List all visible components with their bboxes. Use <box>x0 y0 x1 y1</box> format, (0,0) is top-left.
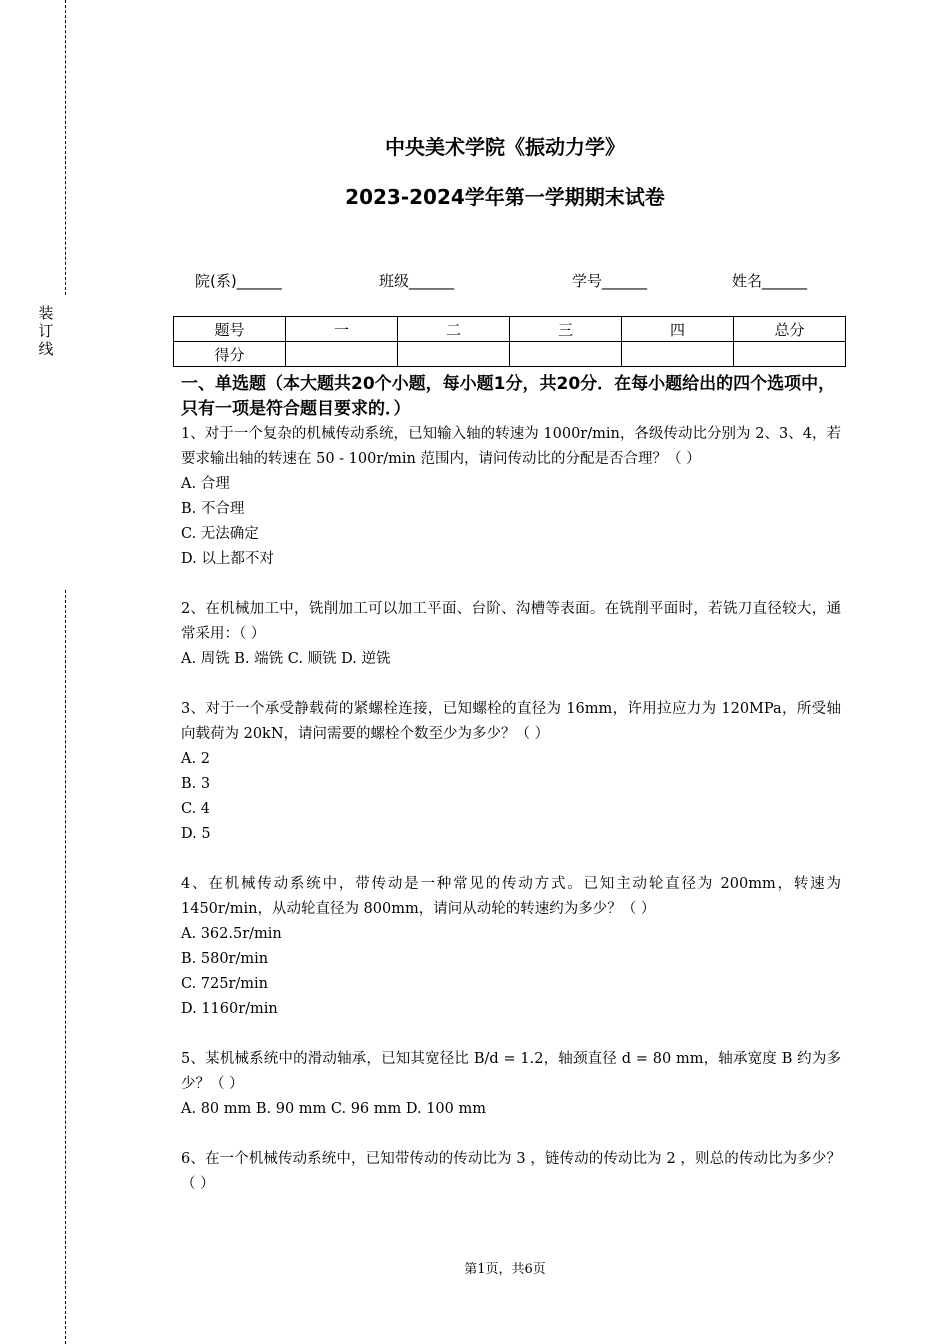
score-cell[interactable] <box>734 342 846 367</box>
table-cell: 四 <box>622 317 734 342</box>
option: A. 80 mm B. 90 mm C. 96 mm D. 100 mm <box>181 1101 486 1117</box>
section-heading: 一、单选题（本大题共20个小题，每小题1分，共20分．在每小题给出的四个选项中，只有一项是符合题目要求的．） <box>181 374 836 419</box>
question-stem: 4、在机械传动系统中，带传动是一种常见的传动方式。已知主动轮直径为 200mm，转速为 1450r/min，从动轮直径为 800mm，请问从动轮的转速约为多少？（ ） <box>181 876 841 917</box>
option: C. 无法确定 <box>181 526 259 542</box>
table-cell: 题号 <box>174 317 286 342</box>
option: C. 4 <box>181 801 211 817</box>
department-field[interactable]: 院(系)______ <box>195 272 282 290</box>
table-cell: 二 <box>398 317 510 342</box>
table-cell: 一 <box>286 317 398 342</box>
question-5 <box>181 1047 841 1122</box>
option: A. 362.5r/min <box>181 926 282 942</box>
option: A. 合理 <box>181 476 230 492</box>
class-field[interactable]: 班级______ <box>379 272 455 290</box>
question-stem: 5、某机械系统中的滑动轴承，已知其宽径比 B/d = 1.2，轴颈直径 d = 80 mm，轴承宽度 B 约为多少？（ ） <box>181 1051 841 1092</box>
table-cell: 总分 <box>734 317 846 342</box>
option: B. 3 <box>181 776 211 792</box>
name-field[interactable]: 姓名______ <box>732 272 808 290</box>
question-2 <box>181 597 841 672</box>
binding-char: 线 <box>38 340 54 358</box>
exam-subtitle: 2023-2024学年第一学期期末试卷 <box>345 185 665 209</box>
exam-content <box>181 372 841 1197</box>
table-cell: 得分 <box>174 342 286 367</box>
question-stem: 6、在一个机械传动系统中，已知带传动的传动比为 3 ，链传动的传动比为 2 ，则总的传动比为多少？（ ） <box>181 1151 841 1192</box>
question-6 <box>181 1147 841 1197</box>
question-stem: 1、对于一个复杂的机械传动系统，已知输入轴的转速为 1000r/min，各级传动比分别为 2、3、4，若要求输出轴的转速在 50 - 100r/min 范围内，请问传动比的分配是否合理？（ ） <box>181 426 841 467</box>
option: A. 2 <box>181 751 210 767</box>
option: B. 580r/min <box>181 951 269 967</box>
option: A. 周铣 B. 端铣 C. 顺铣 D. 逆铣 <box>181 651 391 667</box>
score-cell[interactable] <box>286 342 398 367</box>
binding-line-bottom <box>65 590 66 1344</box>
binding-char: 装 <box>38 304 54 322</box>
option: D. 1160r/min <box>181 1001 278 1017</box>
exam-title: 中央美术学院《振动力学》 <box>385 135 625 159</box>
question-stem: 3、对于一个承受静载荷的紧螺栓连接，已知螺栓的直径为 16mm，许用拉应力为 120MPa，所受轴向载荷为 20kN，请问需要的螺栓个数至少为多少？（ ） <box>181 701 841 742</box>
score-table-header-row <box>174 317 846 342</box>
question-1 <box>181 422 841 572</box>
binding-char: 订 <box>38 322 54 340</box>
binding-label <box>38 304 54 358</box>
table-cell: 三 <box>510 317 622 342</box>
score-table <box>173 316 846 367</box>
page-footer: 第1页，共6页 <box>464 1262 546 1277</box>
question-stem: 2、在机械加工中，铣削加工可以加工平面、台阶、沟槽等表面。在铣削平面时，若铣刀直径较大，通常采用：（ ） <box>181 601 841 642</box>
score-table-score-row <box>174 342 846 367</box>
option: D. 以上都不对 <box>181 551 274 567</box>
score-cell[interactable] <box>398 342 510 367</box>
student-id-field[interactable]: 学号______ <box>572 272 648 290</box>
option: B. 不合理 <box>181 501 245 517</box>
option: D. 5 <box>181 826 211 842</box>
score-cell[interactable] <box>622 342 734 367</box>
score-cell[interactable] <box>510 342 622 367</box>
student-info-row <box>195 270 835 292</box>
option: C. 725r/min <box>181 976 269 992</box>
question-4 <box>181 872 841 1022</box>
question-3 <box>181 697 841 847</box>
